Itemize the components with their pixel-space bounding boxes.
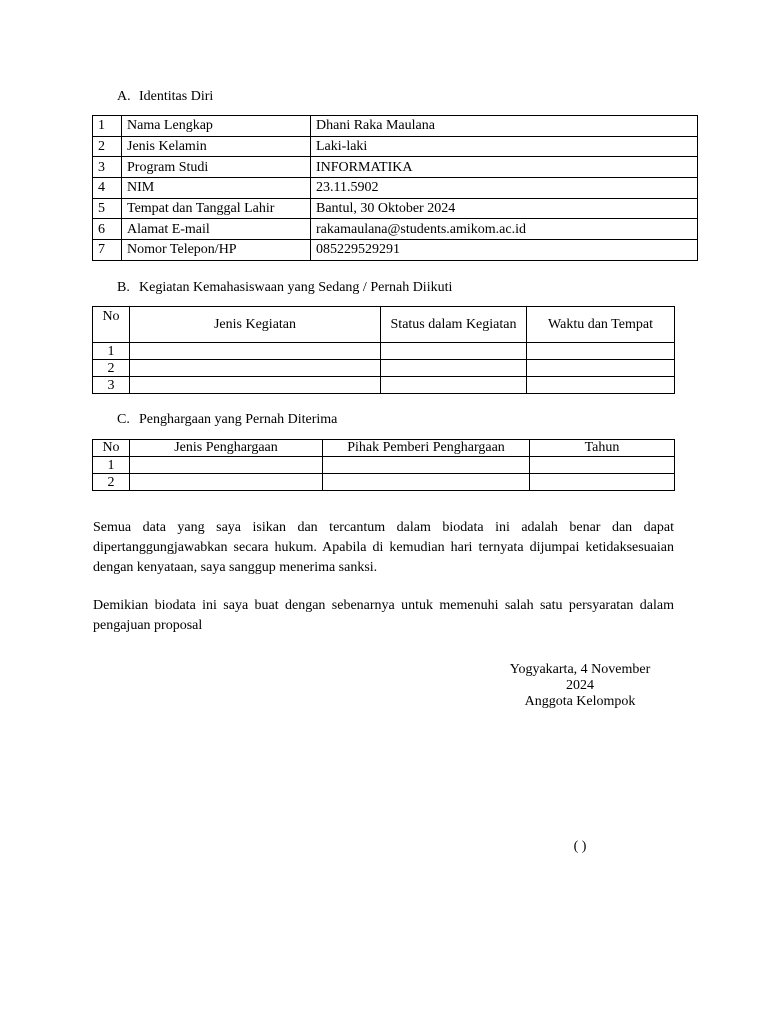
- section-c-heading: [117, 412, 337, 428]
- signature-role: Anggota Kelompok: [524, 694, 636, 709]
- row-number: 3: [93, 157, 122, 178]
- waktu-tempat-cell: [527, 343, 675, 360]
- field-value: Dhani Raka Maulana: [311, 116, 698, 137]
- jenis-kegiatan-cell: [130, 343, 381, 360]
- signature-block: [495, 662, 665, 710]
- header-tahun: Tahun: [530, 440, 675, 457]
- signature-name: ( ): [573, 839, 587, 854]
- field-value: 23.11.5902: [311, 178, 698, 199]
- awards-table: [92, 439, 675, 491]
- table-row: [93, 240, 698, 261]
- table-row: [93, 116, 698, 137]
- row-number: 3: [93, 377, 130, 394]
- header-pihak-pemberi: Pihak Pemberi Penghargaan: [323, 440, 530, 457]
- field-value: INFORMATIKA: [311, 157, 698, 178]
- status-kegiatan-cell: [381, 343, 527, 360]
- row-number: 6: [93, 219, 122, 240]
- field-label: Program Studi: [122, 157, 311, 178]
- signature-place-date: Yogyakarta, 4 November: [509, 662, 651, 677]
- table-row: [93, 457, 675, 474]
- field-label: Nomor Telepon/HP: [122, 240, 311, 261]
- waktu-tempat-cell: [527, 377, 675, 394]
- field-label: NIM: [122, 178, 311, 199]
- table-row: [93, 178, 698, 199]
- section-b-title: Kegiatan Kemahasiswaan yang Sedang / Pernah Diikuti: [139, 280, 453, 295]
- identity-table: [92, 115, 698, 261]
- status-kegiatan-cell: [381, 360, 527, 377]
- header-no: No: [93, 307, 130, 343]
- field-label: Nama Lengkap: [122, 116, 311, 137]
- row-number: 2: [93, 360, 130, 377]
- row-number: 5: [93, 198, 122, 219]
- field-label: Tempat dan Tanggal Lahir: [122, 198, 311, 219]
- field-value: rakamaulana@students.amikom.ac.id: [311, 219, 698, 240]
- row-number: 7: [93, 240, 122, 261]
- field-value: 085229529291: [311, 240, 698, 261]
- section-a-label: A.: [117, 89, 131, 104]
- jenis-kegiatan-cell: [130, 377, 381, 394]
- field-label: Alamat E-mail: [122, 219, 311, 240]
- section-b-heading: [117, 280, 452, 296]
- row-number: 1: [93, 343, 130, 360]
- row-number: 4: [93, 178, 122, 199]
- statement-paragraph-1: Semua data yang saya isikan dan tercantum dalam biodata ini adalah benar dan dapat dipertanggungjawabkan secara hukum. Apabila di kemudian hari ternyata dijumpai ketidaksesuaian dengan kenyataan, saya sanggup menerima sanksi.: [93, 520, 674, 575]
- pihak-pemberi-cell: [323, 474, 530, 491]
- tahun-cell: [530, 457, 675, 474]
- section-b-label: B.: [117, 280, 130, 295]
- row-number: 1: [93, 457, 130, 474]
- table-row: [93, 343, 675, 360]
- table-row: [93, 377, 675, 394]
- section-c-title: Penghargaan yang Pernah Diterima: [139, 412, 338, 427]
- status-kegiatan-cell: [381, 377, 527, 394]
- header-jenis-kegiatan: Jenis Kegiatan: [130, 307, 381, 343]
- field-value: Laki-laki: [311, 136, 698, 157]
- table-row: [93, 360, 675, 377]
- row-number: 2: [93, 136, 122, 157]
- header-no: No: [93, 440, 130, 457]
- jenis-penghargaan-cell: [130, 457, 323, 474]
- section-c-label: C.: [117, 412, 130, 427]
- statement-paragraph-2: Demikian biodata ini saya buat dengan sebenarnya untuk memenuhi salah satu persyaratan dalam pengajuan proposal: [93, 598, 674, 633]
- table-header-row: [93, 440, 675, 457]
- jenis-penghargaan-cell: [130, 474, 323, 491]
- table-row: [93, 219, 698, 240]
- pihak-pemberi-cell: [323, 457, 530, 474]
- signature-year: 2024: [566, 678, 594, 693]
- section-a-title: Identitas Diri: [139, 89, 214, 104]
- row-number: 1: [93, 116, 122, 137]
- header-status-kegiatan: Status dalam Kegiatan: [381, 307, 527, 343]
- table-row: [93, 198, 698, 219]
- table-row: [93, 157, 698, 178]
- table-header-row: [93, 307, 675, 343]
- tahun-cell: [530, 474, 675, 491]
- table-row: [93, 474, 675, 491]
- header-waktu-tempat: Waktu dan Tempat: [527, 307, 675, 343]
- field-value: Bantul, 30 Oktober 2024: [311, 198, 698, 219]
- field-label: Jenis Kelamin: [122, 136, 311, 157]
- activities-table: [92, 306, 675, 394]
- section-a-heading: [117, 89, 213, 105]
- table-row: [93, 136, 698, 157]
- row-number: 2: [93, 474, 130, 491]
- header-jenis-penghargaan: Jenis Penghargaan: [130, 440, 323, 457]
- jenis-kegiatan-cell: [130, 360, 381, 377]
- waktu-tempat-cell: [527, 360, 675, 377]
